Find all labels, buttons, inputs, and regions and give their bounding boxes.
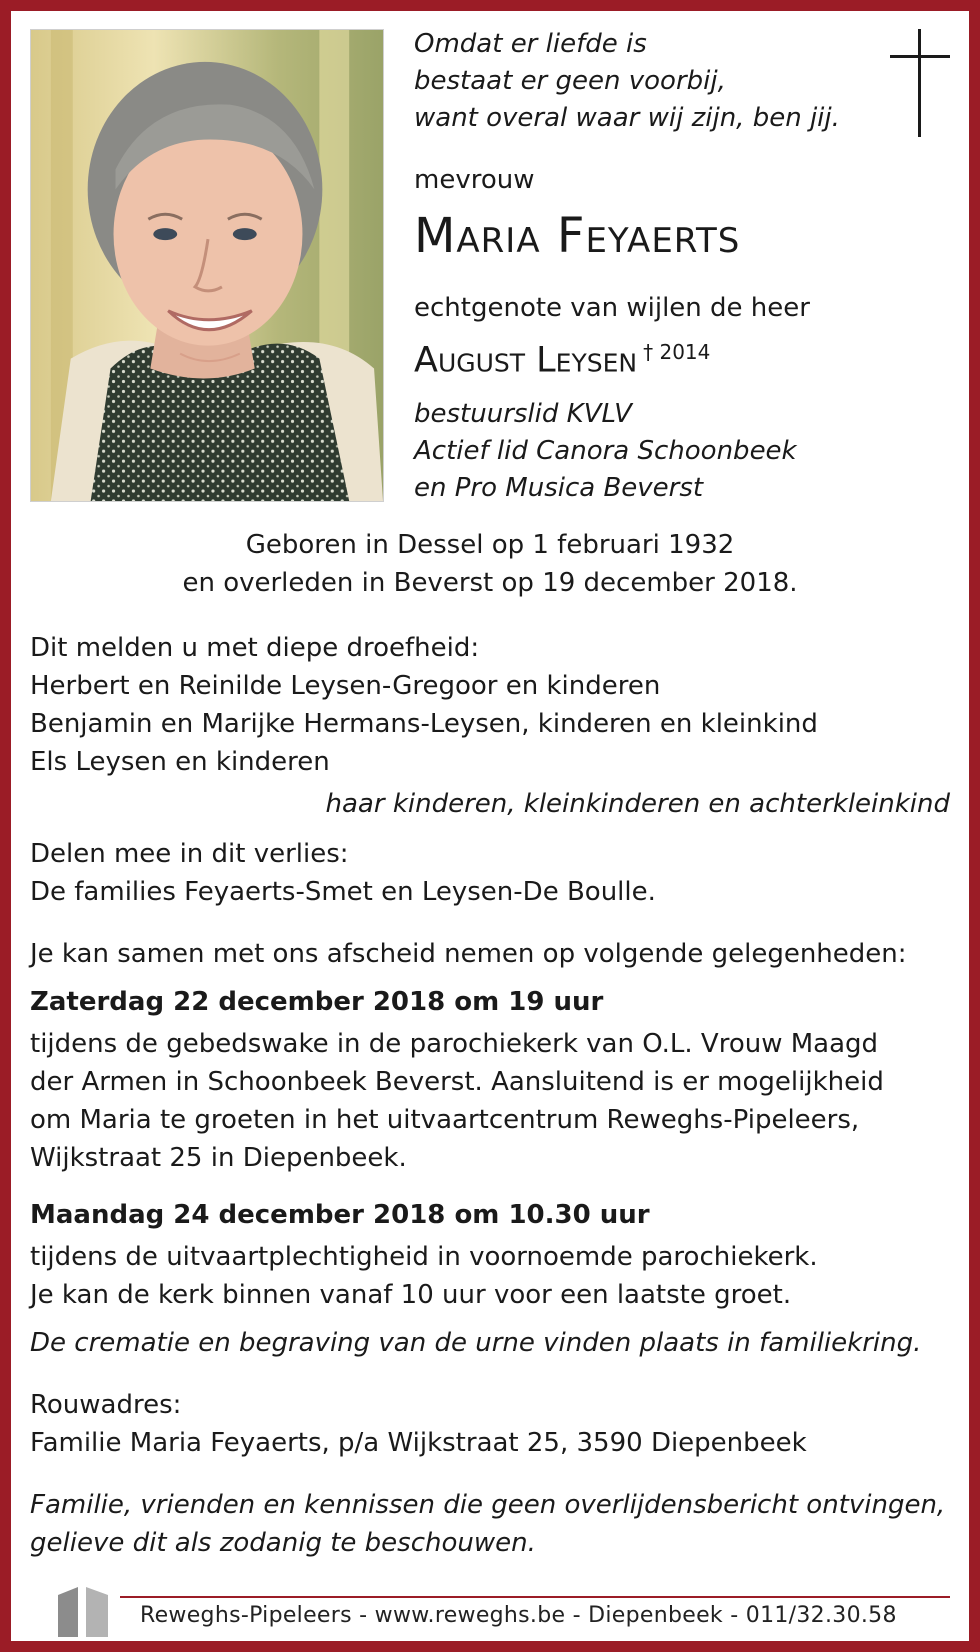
footer-contact: Reweghs-Pipeleers - www.reweghs.be - Diepenbeek - 011/32.30.58 — [140, 1603, 897, 1628]
farewell-intro: Je kan samen met ons afscheid nemen op volgende gelegenheden: — [30, 939, 907, 969]
death-line: en overleden in Beverst op 19 december 2018. — [182, 568, 798, 598]
family-intro: Delen mee in dit verlies: — [30, 839, 349, 869]
event1-line: om Maria te groeten in het uitvaartcentrum Reweghs-Pipeleers, — [30, 1105, 860, 1135]
spouse-intro: echtgenote van wijlen de heer — [414, 293, 810, 323]
footer-rule — [120, 1596, 950, 1598]
notice-line-2: gelieve dit als zodanig te beschouwen. — [30, 1528, 536, 1558]
mourner-line: Benjamin en Marijke Hermans-Leysen, kinderen en kleinkind — [30, 709, 818, 739]
spouse-name: August Leysen — [414, 340, 638, 381]
address-value: Familie Maria Feyaerts, p/a Wijkstraat 25, 3590 Diepenbeek — [30, 1428, 807, 1458]
event2-line: Je kan de kerk binnen vanaf 10 uur voor een laatste groet. — [30, 1280, 792, 1310]
role-line-1: bestuurslid KVLV — [414, 399, 632, 429]
poem-line-1: Omdat er liefde is — [414, 29, 647, 59]
role-line-3: en Pro Musica Beverst — [414, 473, 704, 503]
portrait-illustration — [31, 30, 383, 501]
event1-line: tijdens de gebedswake in de parochiekerk van O.L. Vrouw Maagd — [30, 1029, 879, 1059]
spouse-name-block — [414, 330, 710, 383]
poem-line-3: want overal waar wij zijn, ben jij. — [414, 103, 840, 133]
deceased-name: Maria Feyaerts — [414, 208, 741, 264]
poem-line-2: bestaat er geen voorbij, — [414, 66, 726, 96]
cremation-note: De crematie en begraving van de urne vinden plaats in familiekring. — [30, 1328, 922, 1358]
event1-line: der Armen in Schoonbeek Beverst. Aansluitend is er mogelijkheid — [30, 1067, 884, 1097]
mourners-summary: haar kinderen, kleinkinderen en achterkleinkind — [325, 789, 950, 819]
deceased-title: mevrouw — [414, 165, 535, 195]
event2-heading: Maandag 24 december 2018 om 10.30 uur — [30, 1200, 650, 1230]
birth-line: Geboren in Dessel op 1 februari 1932 — [245, 530, 735, 560]
mourner-line: Herbert en Reinilde Leysen-Gregoor en kinderen — [30, 671, 661, 701]
address-label: Rouwadres: — [30, 1390, 182, 1420]
funeral-home-logo — [56, 1585, 110, 1637]
role-line-2: Actief lid Canora Schoonbeek — [414, 436, 797, 466]
event1-heading: Zaterdag 22 december 2018 om 19 uur — [30, 987, 604, 1017]
event1-line: Wijkstraat 25 in Diepenbeek. — [30, 1143, 407, 1173]
mourner-line: Els Leysen en kinderen — [30, 747, 330, 777]
portrait-photo — [30, 29, 384, 502]
cross-icon — [890, 29, 950, 137]
spouse-death-year: † 2014 — [643, 340, 711, 364]
mourners-intro: Dit melden u met diepe droefheid: — [30, 633, 480, 663]
event2-line: tijdens de uitvaartplechtigheid in voornoemde parochiekerk. — [30, 1242, 818, 1272]
notice-line-1: Familie, vrienden en kennissen die geen overlijdensbericht ontvingen, — [30, 1490, 946, 1520]
family-line: De families Feyaerts-Smet en Leysen-De Boulle. — [30, 877, 656, 907]
